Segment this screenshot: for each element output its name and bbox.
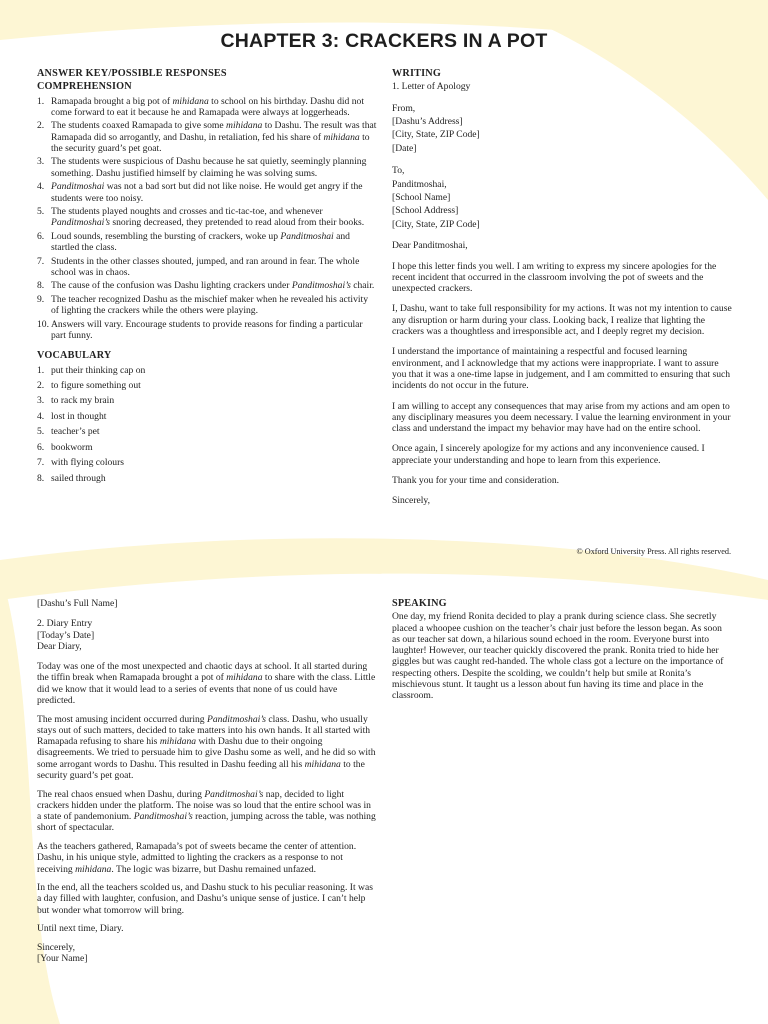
from-address-line: [Dashu’s Address] [392, 116, 463, 127]
writing-column [392, 68, 732, 514]
comprehension-item-text: Students in the other classes shouted, jumped, and ran around in fear. The whole school was in chaos. [51, 255, 360, 278]
vocabulary-item-text: with flying colours [51, 457, 125, 469]
to-address-line: [City, State, ZIP Code] [392, 218, 480, 230]
vocabulary-item-number: 1. [37, 364, 45, 376]
comprehension-item-text: The cause of the confusion was Dashu lighting crackers under Panditmoshai’s chair. [51, 280, 375, 292]
vocabulary-item-text: to figure something out [51, 380, 141, 391]
vocabulary-item-number: 7. [37, 457, 45, 469]
comprehension-item-number: 3. [37, 156, 45, 168]
vocabulary-item-number: 6. [37, 441, 45, 453]
copyright-notice: © Oxford University Press. All rights reserved. [576, 547, 731, 556]
comprehension-item-number: 8. [37, 280, 45, 292]
diary-paragraph-5: In the end, all the teachers scolded us, and Dashu stuck to his peculiar reasoning. It was a day filled with laughter, confusion, and Dashu’s unique sense of justice. I can’t help but wonder what tomorrow will bring. [37, 881, 373, 916]
vocabulary-heading: VOCABULARY [37, 350, 112, 362]
vocabulary-item [37, 442, 377, 453]
vocabulary-item-number: 8. [37, 472, 45, 484]
vocabulary-item-number: 2. [37, 380, 45, 391]
diary-column [37, 598, 377, 964]
comprehension-item [37, 280, 377, 291]
letter-paragraph: I, Dashu, want to take full responsibility for my actions. It was not my intention to cause any disruption or harm during your class. Looking back, I realize that lighting the crackers was a thoughtless and irresponsible act, and I deeply regret my decision. [392, 303, 732, 338]
to-address-line: Panditmoshai, [392, 178, 447, 190]
letter-paragraph: I understand the importance of maintaining a respectful and focused learning environment, and I acknowledge that my actions were inappropriate. I want to assure you that it was a one-time lapse in judgement, and I am committed to ensuring that such incidents do not occur in the future. [392, 346, 731, 392]
comprehension-list [37, 96, 377, 342]
comprehension-item [37, 96, 377, 119]
vocabulary-item [37, 395, 377, 406]
vocabulary-item-number: 5. [37, 426, 45, 438]
comprehension-item-text: Answers will vary. Encourage students to provide reasons for finding a particular part funny. [51, 318, 363, 341]
comprehension-item-text: The students were suspicious of Dashu because he sat quietly, seemingly planning something. Dashu justified himself by claiming he was solving sums. [51, 156, 367, 179]
comprehension-item-text: The students played noughts and crosses and tic-tac-toe, and whenever Panditmoshai’s snoring decreased, they pretended to read aloud from their books. [51, 206, 365, 229]
vocabulary-item-text: bookworm [51, 441, 93, 453]
comprehension-item-number: 1. [37, 95, 45, 107]
comprehension-item-number: 9. [37, 293, 45, 305]
comprehension-item-number: 10. [37, 318, 49, 330]
vocabulary-item [37, 473, 377, 484]
comprehension-item-number: 5. [37, 206, 45, 218]
diary-full-name: [Dashu’s Full Name] [37, 598, 118, 609]
vocabulary-list [37, 365, 377, 485]
to-address-line: [School Name] [392, 192, 451, 204]
letter-salutation: Dear Panditmoshai, [392, 240, 468, 252]
letter-paragraph: I am willing to accept any consequences that may arise from my actions and am open to any disciplinary measures you deem necessary. I value the learning environment in your class and understand the impact my behavior may have had on the entire school. [392, 400, 731, 435]
writing-heading: WRITING [392, 68, 441, 79]
comprehension-heading: COMPREHENSION [37, 81, 132, 93]
speaking-text: One day, my friend Ronita decided to play a prank during science class. She secretly placed a whoopee cushion on the teacher’s chair just before the lesson began. As soon as our teacher sat down, a hilarious sound echoed in the room. Everyone burst into laughter! However, our teacher quickly discovered the prank. Ronita tried to hide her giggles but was caught red-handed. The whole class got a lecture on the importance of respecting others. Despite the scolding, we couldn’t help but smile at Ronita’s mischievous stunt. It taught us a lesson about fun having its time and place in the classroom. [392, 611, 724, 702]
letter-paragraph: I hope this letter finds you well. I am writing to express my sincere apologies for the recent incident that occurred in the classroom involving the pot of sweets and the unexpected crackers. [392, 260, 717, 295]
diary-paragraph-6: Until next time, Diary. [37, 923, 124, 935]
comprehension-item-text: The teacher recognized Dashu as the mischief maker when he revealed his activity of lighting the crackers while the others were playing. [51, 293, 368, 317]
comprehension-item [37, 120, 377, 154]
diary-paragraph-1: Today was one of the most unexpected and chaotic days at school. It all started during the tiffin break when Ramapada brought a pot of mihidana to share with the class. Little did we know that it would lead to a series of events that none of us could have predicted. [37, 661, 376, 707]
from-address-line: From, [392, 102, 416, 114]
to-address-line: [School Address] [392, 205, 459, 217]
comprehension-item-text: Loud sounds, resembling the bursting of crackers, woke up Panditmoshai and startled the class. [51, 230, 350, 254]
from-address-line: [Date] [392, 142, 417, 154]
comprehension-item [37, 319, 377, 342]
vocabulary-item-text: to rack my brain [51, 395, 115, 407]
comprehension-item-text: Panditmoshai was not a bad sort but did not like noise. He would get angry if the students were too noisy. [51, 181, 363, 204]
comprehension-item [37, 206, 377, 229]
from-address-line: [City, State, ZIP Code] [392, 129, 480, 141]
diary-entry-label: 2. Diary Entry [37, 618, 93, 630]
letter-label: 1. Letter of Apology [392, 81, 471, 93]
letter-body [392, 261, 732, 487]
to-address-line: To, [392, 165, 405, 177]
vocabulary-item-text: put their thinking cap on [51, 364, 146, 376]
vocabulary-item [37, 457, 377, 468]
diary-paragraph-3: The real chaos ensued when Dashu, during Panditmoshai’s nap, decided to light crackers hidden under the platform. The noise was so loud that the entire school was in a state of pandemonium. Panditmoshai’s reaction, jumping across the table, was nothing short of spectacular. [37, 788, 376, 834]
comprehension-item-text: The students coaxed Ramapada to give some mihidana to Dashu. The result was that Ramapada did so arrogantly, and Dashu, in retaliation, fed his share of mihidana to the security guard’s pet goat. [51, 120, 377, 154]
answer-key-column [37, 68, 377, 488]
diary-closing: Sincerely, [37, 941, 76, 953]
comprehension-item [37, 294, 377, 317]
comprehension-item-text: Ramapada brought a big pot of mihidana to school on his birthday. Dashu did not come forward to eat it because he and Ramapada were always at loggerheads. [51, 95, 365, 118]
comprehension-item [37, 231, 377, 254]
letter-closing: Sincerely, [392, 495, 431, 507]
speaking-heading: SPEAKING [392, 598, 447, 609]
diary-paragraph-4: As the teachers gathered, Ramapada’s pot of sweets became the center of attention. Dashu, in his unique style, admitted to lighting the crackers as a response to not receiving mihidana. The logic was bizarre, but Dashu remained unfazed. [37, 840, 357, 875]
comprehension-item [37, 256, 377, 279]
vocabulary-item-text: sailed through [51, 472, 106, 484]
comprehension-item [37, 156, 377, 179]
answer-key-heading: ANSWER KEY/POSSIBLE RESPONSES [37, 68, 227, 79]
vocabulary-item [37, 365, 377, 376]
from-address-block [392, 102, 732, 156]
vocabulary-item-text: teacher’s pet [51, 426, 100, 438]
speaking-column [392, 598, 732, 709]
comprehension-item-number: 4. [37, 181, 45, 193]
diary-salutation: Dear Diary, [37, 640, 82, 652]
diary-paragraph-2: The most amusing incident occurred during Panditmoshai’s class. Dashu, who usually stays out of such matters, decided to take matters into his own hands. It all started with Ramapada refusing to share his mihidana with Dashu due to their ongoing disagreements. We tried to persuade him to give Dashu some as well, and he did so with some arrogant words to Dashu. This resulted in Dashu feeding all his mihidana to the security guard’s pet goat. [37, 713, 376, 782]
vocabulary-item-number: 3. [37, 395, 45, 407]
to-address-block [392, 164, 732, 231]
vocabulary-item [37, 380, 377, 391]
page-title: CHAPTER 3: CRACKERS IN A POT [220, 30, 548, 52]
vocabulary-item-text: lost in thought [51, 410, 107, 422]
diary-date: [Today’s Date] [37, 629, 95, 641]
diary-your-name: [Your Name] [37, 952, 88, 964]
vocabulary-item [37, 411, 377, 422]
vocabulary-item-number: 4. [37, 410, 45, 422]
letter-paragraph: Once again, I sincerely apologize for my actions and any inconvenience caused. I appreciate your understanding and hope to learn from this experience. [392, 443, 705, 466]
comprehension-item-number: 6. [37, 230, 45, 242]
comprehension-item-number: 7. [37, 255, 45, 267]
vocabulary-item [37, 426, 377, 437]
comprehension-item-number: 2. [37, 120, 45, 132]
comprehension-item [37, 181, 377, 204]
letter-paragraph: Thank you for your time and consideration. [392, 475, 560, 486]
